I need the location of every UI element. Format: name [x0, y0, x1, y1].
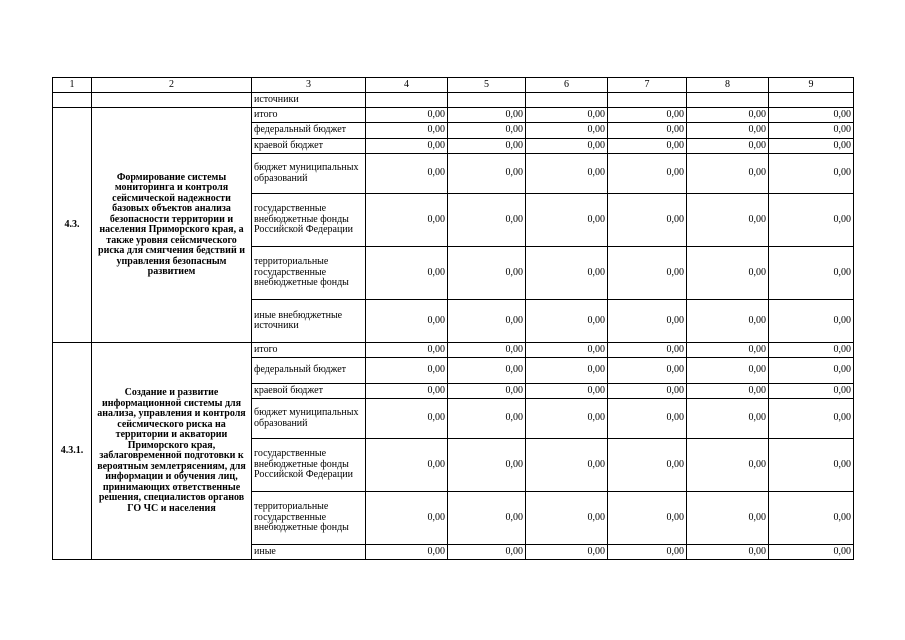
value-cell: 0,00 [687, 358, 769, 384]
funding-source: государственные внебюджетные фонды Российской Федерации [252, 439, 366, 492]
value-cell: 0,00 [608, 300, 687, 343]
item-title: Создание и развитие информационной системы для анализа, управления и контроля сейсмического риска на территории и акватории Приморского края, заблаговременной подготовки к вероятным землетрясениям, для информации и обучения лиц, принимающих ответственные решения, специалистов органов ГО ЧС и населения [92, 343, 252, 560]
value-cell: 0,00 [448, 108, 526, 123]
funding-source: государственные внебюджетные фонды Российской Федерации [252, 194, 366, 247]
value-cell: 0,00 [687, 343, 769, 358]
col-header-1: 1 [53, 78, 92, 93]
cont-value-cell [608, 93, 687, 108]
value-cell: 0,00 [366, 247, 448, 300]
value-cell: 0,00 [687, 108, 769, 123]
value-cell: 0,00 [448, 154, 526, 194]
value-cell: 0,00 [769, 108, 854, 123]
value-cell: 0,00 [526, 300, 608, 343]
cont-value-cell [448, 93, 526, 108]
funding-source: территориальные государственные внебюджетные фонды [252, 492, 366, 545]
funding-source: краевой бюджет [252, 139, 366, 154]
value-cell: 0,00 [687, 384, 769, 399]
funding-source: бюджет муниципальных образований [252, 399, 366, 439]
table-body [53, 78, 854, 560]
value-cell: 0,00 [608, 108, 687, 123]
value-cell: 0,00 [448, 194, 526, 247]
value-cell: 0,00 [448, 123, 526, 139]
value-cell: 0,00 [769, 384, 854, 399]
value-cell: 0,00 [769, 545, 854, 560]
value-cell: 0,00 [366, 384, 448, 399]
col-header-6: 6 [526, 78, 608, 93]
funding-source: бюджет муниципальных образований [252, 154, 366, 194]
value-cell: 0,00 [526, 108, 608, 123]
value-cell: 0,00 [526, 123, 608, 139]
value-cell: 0,00 [769, 194, 854, 247]
value-cell: 0,00 [769, 358, 854, 384]
cont-value-cell [687, 93, 769, 108]
cont-value-cell [366, 93, 448, 108]
value-cell: 0,00 [526, 545, 608, 560]
value-cell: 0,00 [608, 545, 687, 560]
value-cell: 0,00 [608, 139, 687, 154]
value-cell: 0,00 [448, 300, 526, 343]
value-cell: 0,00 [608, 154, 687, 194]
value-cell: 0,00 [687, 247, 769, 300]
value-cell: 0,00 [366, 300, 448, 343]
value-cell: 0,00 [366, 123, 448, 139]
value-cell: 0,00 [366, 139, 448, 154]
value-cell: 0,00 [526, 384, 608, 399]
value-cell: 0,00 [448, 247, 526, 300]
cont-index-cell [53, 93, 92, 108]
item-index: 4.3.1. [53, 343, 92, 560]
value-cell: 0,00 [687, 123, 769, 139]
value-cell: 0,00 [366, 108, 448, 123]
value-cell: 0,00 [366, 545, 448, 560]
value-cell: 0,00 [526, 439, 608, 492]
value-cell: 0,00 [608, 492, 687, 545]
value-cell: 0,00 [366, 343, 448, 358]
value-cell: 0,00 [608, 399, 687, 439]
value-cell: 0,00 [366, 439, 448, 492]
value-cell: 0,00 [769, 139, 854, 154]
col-header-2: 2 [92, 78, 252, 93]
funding-source: территориальные государственные внебюджетные фонды [252, 247, 366, 300]
value-cell: 0,00 [366, 194, 448, 247]
value-cell: 0,00 [448, 343, 526, 358]
cont-source-cell: источники [252, 93, 366, 108]
item-title: Формирование системы мониторинга и контроля сейсмической надежности базовых объектов анализа безопасности территории и населения Приморского края, а также уровня сейсмического риска для смягчения бедствий и управления безопасным развитием [92, 108, 252, 343]
col-header-8: 8 [687, 78, 769, 93]
value-cell: 0,00 [448, 358, 526, 384]
cont-name-cell [92, 93, 252, 108]
value-cell: 0,00 [526, 399, 608, 439]
value-cell: 0,00 [448, 545, 526, 560]
funding-source: итого [252, 108, 366, 123]
col-header-3: 3 [252, 78, 366, 93]
funding-source: федеральный бюджет [252, 358, 366, 384]
value-cell: 0,00 [526, 343, 608, 358]
value-cell: 0,00 [687, 154, 769, 194]
value-cell: 0,00 [608, 247, 687, 300]
value-cell: 0,00 [608, 384, 687, 399]
value-cell: 0,00 [769, 154, 854, 194]
funding-source: иные внебюджетные источники [252, 300, 366, 343]
value-cell: 0,00 [366, 154, 448, 194]
value-cell: 0,00 [608, 123, 687, 139]
item-index: 4.3. [53, 108, 92, 343]
table-row [53, 343, 854, 358]
funding-source: краевой бюджет [252, 384, 366, 399]
value-cell: 0,00 [366, 358, 448, 384]
col-header-4: 4 [366, 78, 448, 93]
value-cell: 0,00 [687, 399, 769, 439]
col-header-5: 5 [448, 78, 526, 93]
value-cell: 0,00 [526, 247, 608, 300]
funding-source: иные [252, 545, 366, 560]
col-header-7: 7 [608, 78, 687, 93]
value-cell: 0,00 [448, 384, 526, 399]
value-cell: 0,00 [687, 194, 769, 247]
value-cell: 0,00 [608, 343, 687, 358]
value-cell: 0,00 [687, 300, 769, 343]
table-row [53, 108, 854, 123]
value-cell: 0,00 [769, 247, 854, 300]
budget-table [52, 77, 854, 560]
value-cell: 0,00 [608, 358, 687, 384]
value-cell: 0,00 [608, 439, 687, 492]
value-cell: 0,00 [769, 399, 854, 439]
funding-source: итого [252, 343, 366, 358]
value-cell: 0,00 [769, 343, 854, 358]
value-cell: 0,00 [687, 545, 769, 560]
value-cell: 0,00 [526, 492, 608, 545]
value-cell: 0,00 [366, 399, 448, 439]
value-cell: 0,00 [687, 439, 769, 492]
value-cell: 0,00 [526, 358, 608, 384]
value-cell: 0,00 [448, 399, 526, 439]
value-cell: 0,00 [448, 139, 526, 154]
cont-value-cell [526, 93, 608, 108]
header-row [53, 78, 854, 93]
value-cell: 0,00 [366, 492, 448, 545]
value-cell: 0,00 [687, 139, 769, 154]
value-cell: 0,00 [526, 154, 608, 194]
value-cell: 0,00 [526, 139, 608, 154]
value-cell: 0,00 [769, 492, 854, 545]
value-cell: 0,00 [526, 194, 608, 247]
cont-value-cell [769, 93, 854, 108]
value-cell: 0,00 [769, 439, 854, 492]
value-cell: 0,00 [448, 439, 526, 492]
value-cell: 0,00 [448, 492, 526, 545]
continuation-row [53, 93, 854, 108]
value-cell: 0,00 [769, 300, 854, 343]
col-header-9: 9 [769, 78, 854, 93]
value-cell: 0,00 [687, 492, 769, 545]
value-cell: 0,00 [769, 123, 854, 139]
funding-source: федеральный бюджет [252, 123, 366, 139]
value-cell: 0,00 [608, 194, 687, 247]
